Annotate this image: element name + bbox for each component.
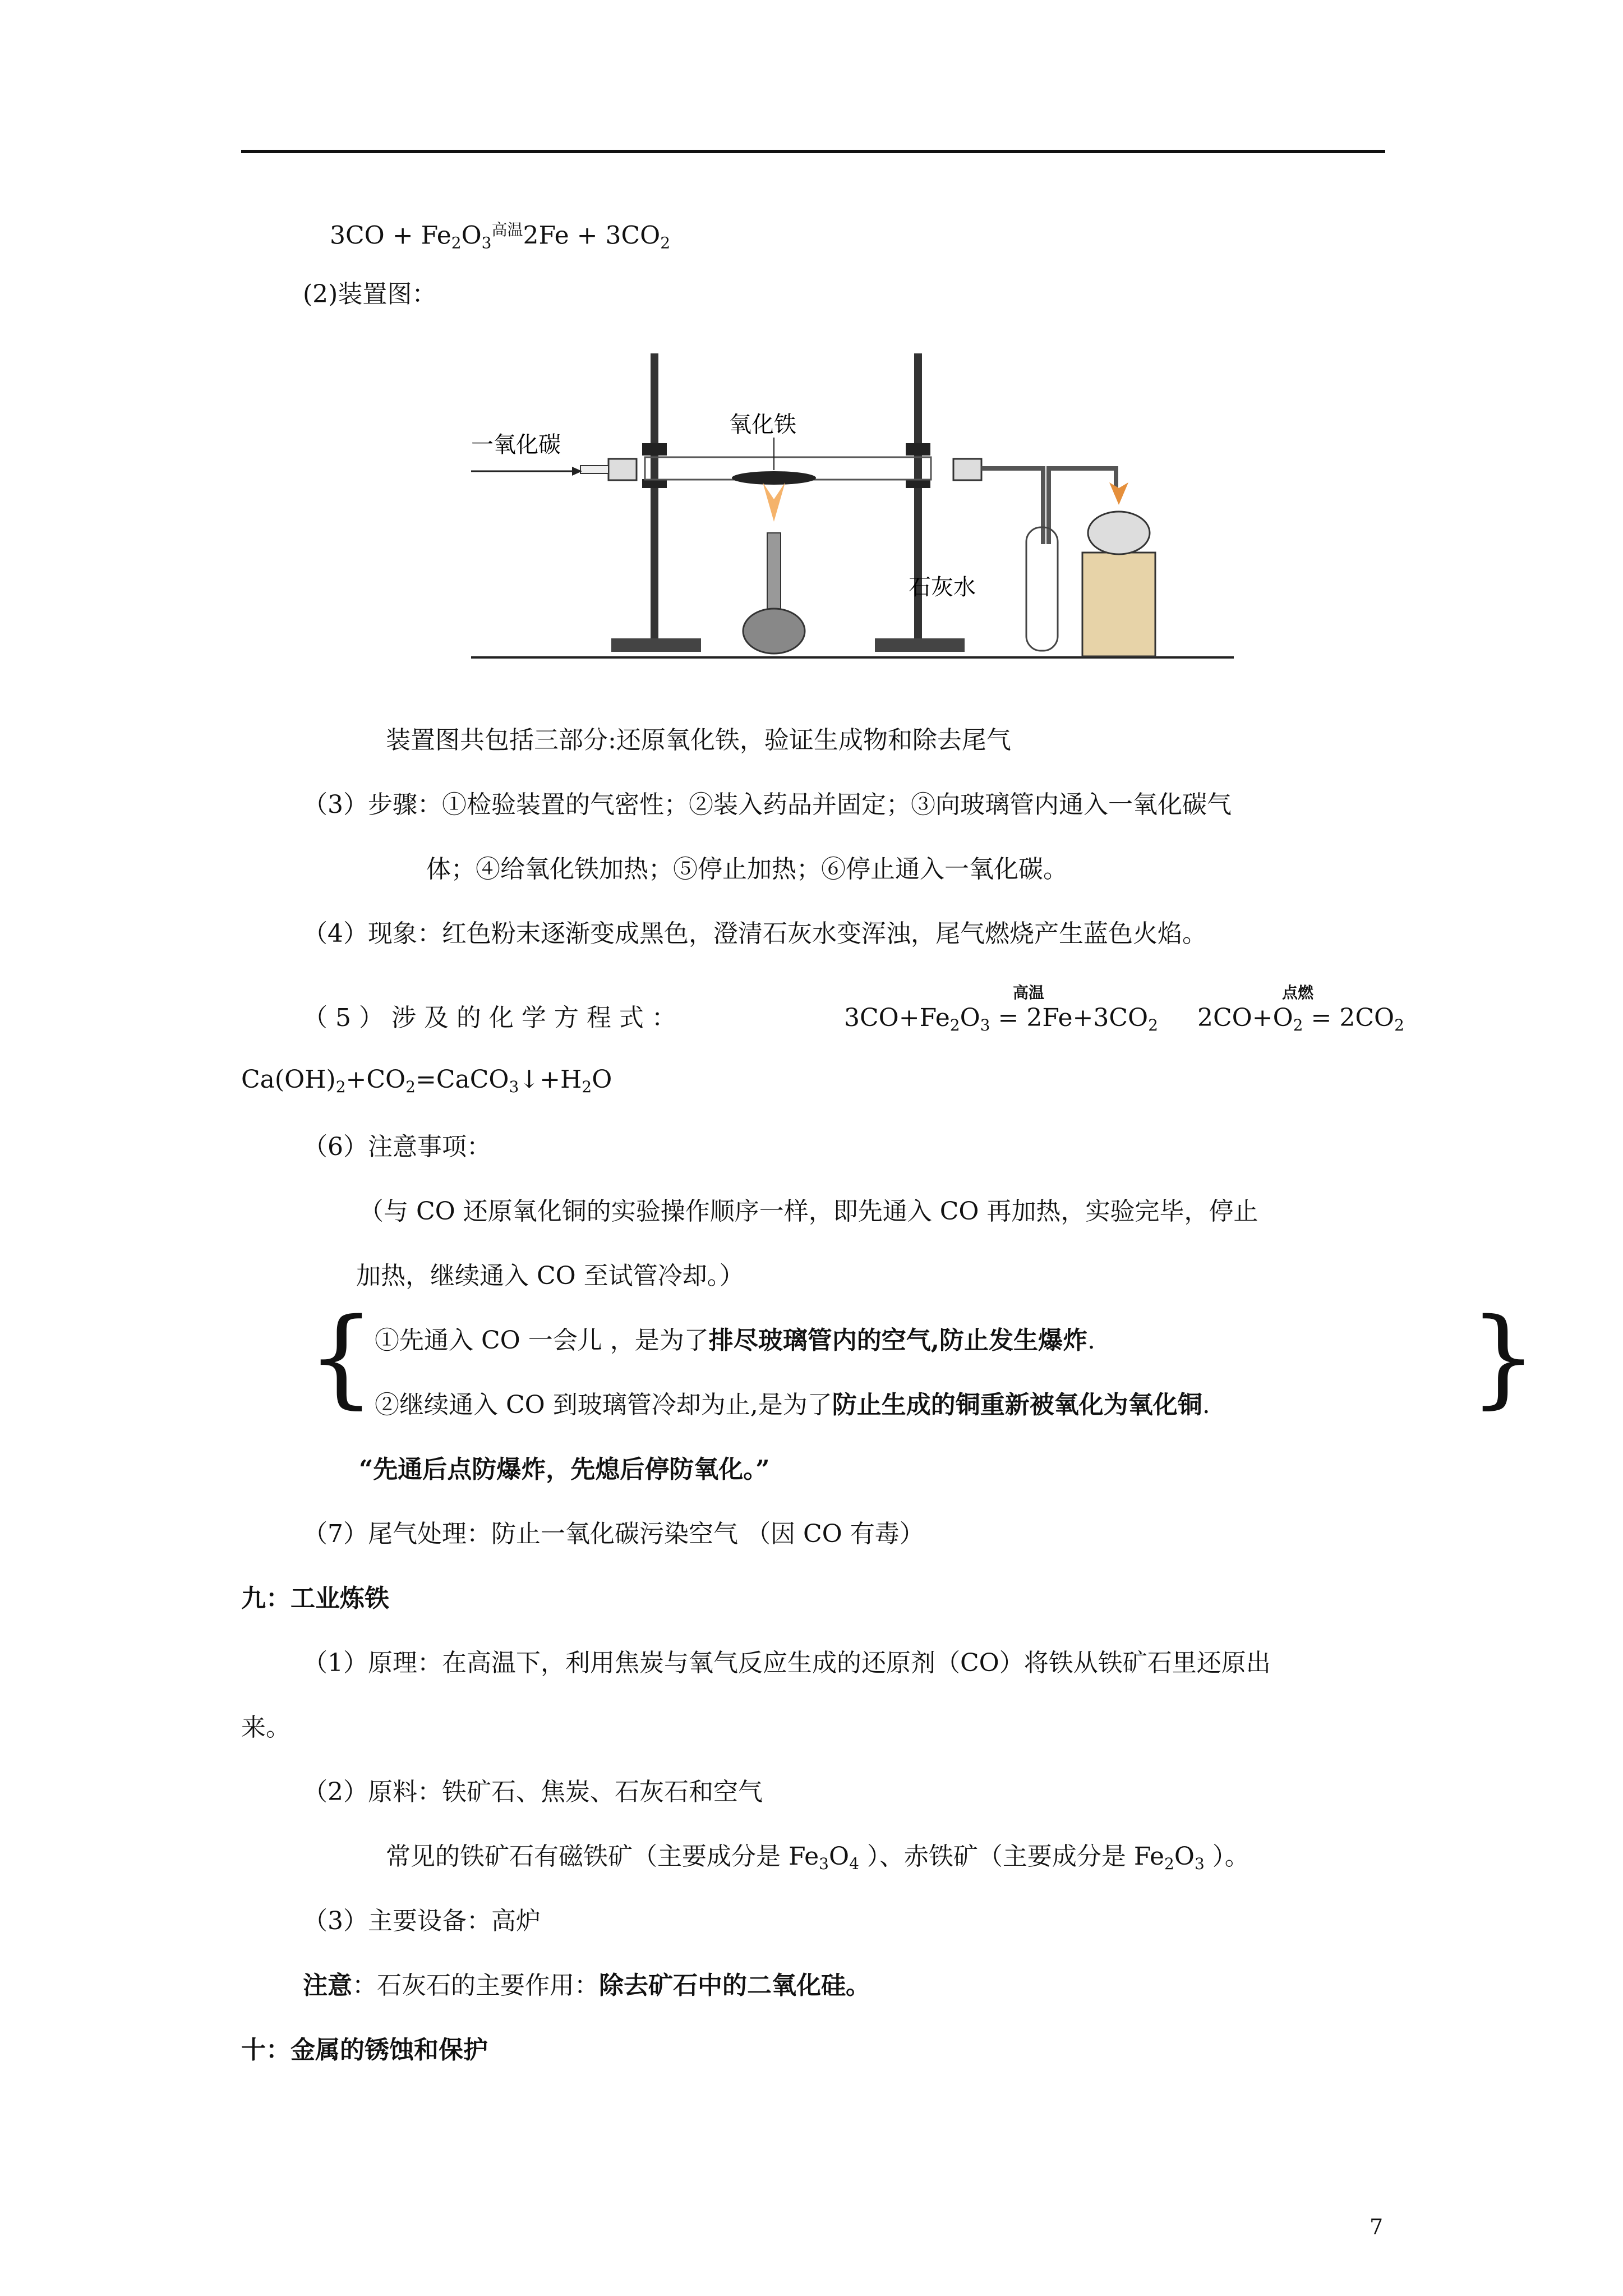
equation-line	[330, 213, 670, 260]
principle-2: 来。	[241, 1713, 291, 1742]
eq-sub: 2	[582, 1078, 592, 1096]
clamp	[642, 443, 667, 455]
eq-sub: 2	[451, 233, 462, 252]
iron-ores	[386, 1840, 1249, 1881]
eq-sub: 2	[1293, 1016, 1303, 1034]
eq-sub: 3	[819, 1855, 829, 1873]
raw-materials: （2）原料：铁矿石、焦炭、石灰石和空气	[303, 1778, 763, 1806]
eq-sub: 2	[1394, 1016, 1404, 1034]
steps-line-1: （3）步骤：①检验装置的气密性；②装入药品并固定；③向玻璃管内通入一氧化碳气	[303, 790, 1232, 819]
eq-part: O	[960, 1004, 980, 1032]
note-text: .	[1087, 1326, 1096, 1355]
ore-text: O	[1174, 1842, 1195, 1871]
stopper-left	[608, 459, 637, 480]
eq-part: O	[592, 1065, 612, 1094]
stand-rod-left	[651, 353, 658, 639]
eq-sub: 2	[405, 1078, 416, 1096]
ore-text: 常见的铁矿石有磁铁矿（主要成分是 Fe	[386, 1842, 819, 1871]
equation-a	[844, 1001, 1158, 1042]
note-emphasis: 除去矿石中的二氧化硅。	[599, 1971, 870, 2000]
eq-sub: 2	[660, 233, 671, 252]
burner-tube	[767, 533, 781, 617]
eq-condition: 高温	[491, 220, 523, 239]
tail-gas: （7）尾气处理：防止一氧化碳污染空气 （因 CO 有毒）	[303, 1520, 924, 1548]
motto: “先通后点防爆炸，先熄后停防氧化。”	[359, 1455, 770, 1484]
note-text: .	[1202, 1391, 1210, 1419]
eq-part: = 2CO	[1303, 1004, 1395, 1032]
eq-condition-gaowen: 高温	[1013, 983, 1045, 1002]
section-2-title: (2)装置图：	[303, 280, 437, 309]
main-equipment: （3）主要设备：高炉	[303, 1907, 541, 1935]
limestone-note	[303, 1969, 870, 2003]
note-text: ①先通入 CO 一会儿 ，是为了	[375, 1326, 709, 1355]
tail-gas-flame	[1109, 482, 1128, 505]
eq-part: O	[461, 221, 482, 250]
inlet-tube	[580, 466, 608, 473]
equation-b	[1197, 1001, 1404, 1042]
notes-title: （6）注意事项：	[303, 1133, 491, 1161]
steps-line-2: 体；④给氧化铁加热；⑤停止加热；⑥停止通入一氧化碳。	[426, 855, 1068, 884]
eq-sub: 2	[1164, 1855, 1174, 1873]
note-item-1	[375, 1324, 1095, 1358]
equations-label: （ 5 ） 涉 及 的 化 学 方 程 式 ：	[303, 1004, 676, 1032]
burner-base	[743, 609, 805, 654]
co-label: 一氧化碳	[471, 432, 561, 458]
eq-part: =CaCO	[415, 1065, 509, 1094]
heading-9: 九：工业炼铁	[241, 1584, 389, 1613]
notes-paren-1: （与 CO 还原氧化铜的实验操作顺序一样，即先通入 CO 再加热，实验完毕，停止	[359, 1197, 1258, 1226]
stand-base-left	[611, 638, 701, 652]
fe2o3-powder	[732, 471, 816, 485]
ore-text: O	[828, 1842, 850, 1871]
eq-sub: 3	[980, 1016, 990, 1034]
page-number: 7	[1370, 2215, 1384, 2239]
eq-part: = 2Fe+3CO	[990, 1004, 1149, 1032]
wood-block	[1082, 553, 1155, 656]
eq-part: Ca(OH)	[241, 1065, 336, 1094]
eq-part: 2Fe + 3CO	[523, 221, 661, 250]
figure-caption: 装置图共包括三部分:还原氧化铁，验证生成物和除去尾气	[386, 726, 1011, 754]
note-emphasis: 防止生成的铜重新被氧化为氧化铜	[832, 1391, 1202, 1419]
stand-base-right	[875, 638, 965, 652]
equation-c	[241, 1063, 612, 1104]
fe2o3-label: 氧化铁	[729, 412, 796, 438]
eq-part: +CO	[345, 1065, 406, 1094]
limewater-label: 石灰水	[909, 574, 976, 600]
eq-part: 3CO + Fe	[330, 221, 451, 250]
eq-sub: 3	[1194, 1855, 1205, 1873]
left-brace: {	[307, 1295, 375, 1419]
eq-sub: 4	[849, 1855, 859, 1873]
note-text: ：石灰石的主要作用：	[352, 1971, 599, 2000]
apparatus-figure	[460, 342, 1245, 679]
right-brace: }	[1469, 1295, 1537, 1419]
phenomenon: （4）现象：红色粉末逐渐变成黑色，澄清石灰水变浑浊，尾气燃烧产生蓝色火焰。	[303, 919, 1207, 948]
alcohol-lamp	[1088, 512, 1150, 554]
note-text: ②继续通入 CO 到玻璃管冷却为止,是为了	[375, 1391, 832, 1419]
ore-text: ）。	[1204, 1842, 1249, 1871]
ore-text: ）、赤铁矿（主要成分是 Fe	[859, 1842, 1165, 1871]
principle-1: （1）原理：在高温下，利用焦炭与氧气反应生成的还原剂（CO）将铁从铁矿石里还原出	[303, 1649, 1271, 1677]
eq-sub: 3	[509, 1078, 519, 1096]
clamp	[906, 443, 930, 455]
eq-part: ↓+H	[519, 1065, 582, 1094]
eq-sub: 3	[481, 233, 492, 252]
apparatus-diagram	[460, 342, 1245, 679]
eq-sub: 2	[335, 1078, 346, 1096]
eq-sub: 2	[1148, 1016, 1158, 1034]
eq-condition-dianran: 点燃	[1282, 983, 1314, 1002]
header-rule	[241, 150, 1385, 153]
note-item-2	[375, 1388, 1210, 1422]
heading-10: 十：金属的锈蚀和保护	[241, 2036, 488, 2064]
test-tube	[1026, 527, 1058, 651]
burner-flame	[763, 482, 785, 522]
eq-part: 2CO+O	[1197, 1004, 1293, 1032]
stopper-right	[953, 459, 981, 480]
note-emphasis: 排尽玻璃管内的空气,防止发生爆炸	[708, 1326, 1088, 1355]
note-label: 注意	[303, 1971, 352, 2000]
notes-paren-2: 加热，继续通入 CO 至试管冷却。）	[356, 1262, 744, 1290]
eq-sub: 2	[949, 1016, 960, 1034]
eq-part: 3CO+Fe	[844, 1004, 950, 1032]
outlet-tube	[981, 468, 1043, 544]
